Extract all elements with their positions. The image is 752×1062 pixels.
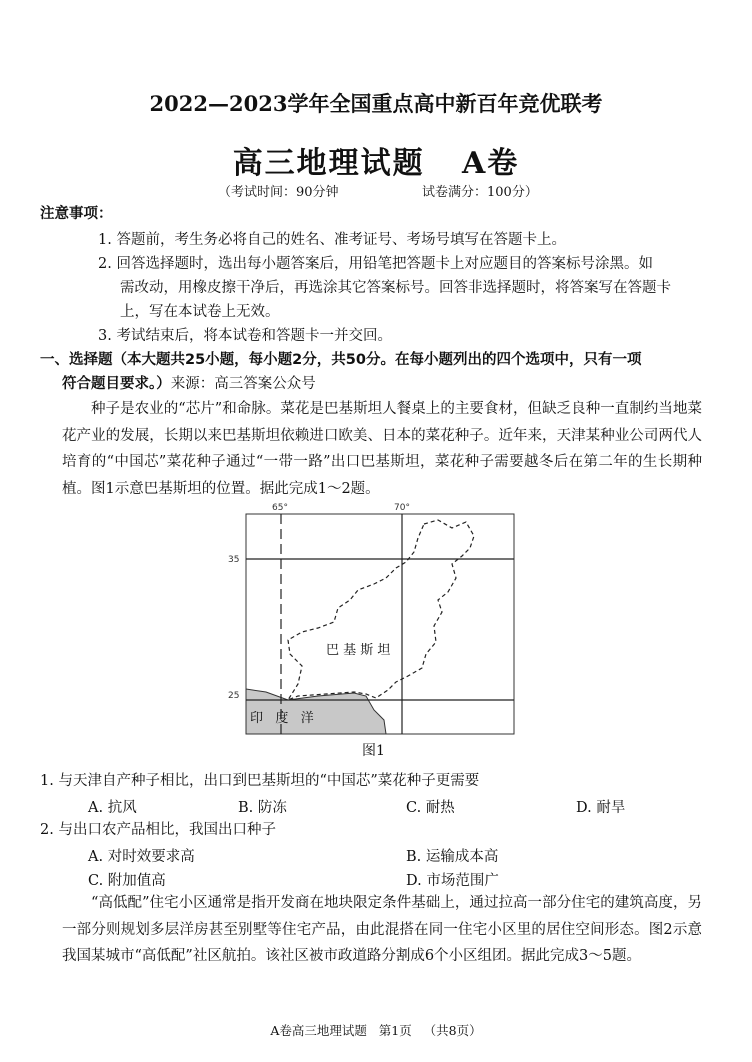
q1-option-a: A. 抗风 (88, 800, 137, 816)
lat-label-35: 35 (228, 555, 240, 565)
lat-label-25: 25 (228, 691, 240, 701)
pakistan-location-map (226, 496, 526, 748)
country-label: 巴 基 斯 坦 (326, 643, 391, 658)
section-heading: 一、选择题（本大题共25小题，每小题2分，共50分。在每小题列出的四个选项中，只有一项 (40, 352, 642, 368)
lon-label-70: 70° (394, 503, 410, 513)
exam-series-title: 2022—2023学年全国重点高中新百年竞优联考 (149, 91, 603, 116)
passage-1: 种子是农业的“芯片”和命脉。菜花是巴基斯坦人餐桌上的主要食材，但缺乏良种一直制约当地菜花产业的发展，长期以来巴基斯坦依赖进口欧美、日本的菜花种子。近年来，天津某种业公司两代人培育的“中国芯”菜花种子通过“一带一路”出口巴基斯坦，菜花种子需要越冬后在第二年的生长期种植。图1示意巴基斯坦的位置。据此完成1～2题。 (62, 401, 702, 497)
note-item-2-cont2: 上，写在本试卷上无效。 (120, 304, 280, 320)
note-item-3: 3. 考试结束后，将本试卷和答题卡一并交回。 (98, 328, 392, 344)
page-footer: A卷高三地理试题 第1页 （共8页） (270, 1023, 482, 1038)
exam-score: 试卷满分：100分） (422, 185, 538, 200)
question-1-stem: 1. 与天津自产种子相比，出口到巴基斯坦的“中国芯”菜花种子更需要 (40, 773, 480, 789)
q1-option-d: D. 耐旱 (576, 800, 626, 816)
section-heading-cont (62, 373, 316, 395)
q2-option-c: C. 附加值高 (88, 873, 166, 889)
passage-2: “高低配”住宅小区通常是指开发商在地块限定条件基础上，通过拉高一部分住宅的建筑高度，另一部分则规划多层洋房甚至别墅等住宅产品，由此混搭在同一住宅小区里的居住空间形态。图2示意我国某城市“高低配”社区航拍。该社区被市政道路分割成6个小区组团。据此完成3～5题。 (62, 895, 702, 964)
q1-option-c: C. 耐热 (406, 800, 455, 816)
ocean-label: 印 度 洋 (250, 711, 314, 726)
q2-option-b: B. 运输成本高 (406, 849, 499, 865)
question-2-stem: 2. 与出口农产品相比，我国出口种子 (40, 822, 276, 838)
exam-time: （考试时间：90分钟 (218, 185, 339, 200)
note-item-1: 1. 答题前，考生务必将自己的姓名、准考证号、考场号填写在答题卡上。 (98, 232, 566, 248)
q1-option-b: B. 防冻 (238, 800, 287, 816)
notes-heading: 注意事项： (40, 206, 113, 222)
exam-subject-title: 高三地理试题 A卷 (232, 146, 520, 181)
map-svg (226, 496, 526, 748)
note-item-2: 2. 回答选择题时，选出每小题答案后，用铅笔把答题卡上对应题目的答案标号涂黑。如 (98, 256, 653, 272)
q2-option-d: D. 市场范围广 (406, 873, 499, 889)
lon-label-65: 65° (272, 503, 288, 513)
note-item-2-cont: 需改动，用橡皮擦干净后，再选涂其它答案标号。回答非选择题时，将答案写在答题卡 (120, 280, 671, 296)
section-heading-line2: 符合题目要求。） (62, 376, 171, 392)
q2-option-a: A. 对时效要求高 (88, 849, 195, 865)
map-caption: 图1 (362, 743, 385, 759)
source-note: 来源：高三答案公众号 (170, 376, 316, 392)
